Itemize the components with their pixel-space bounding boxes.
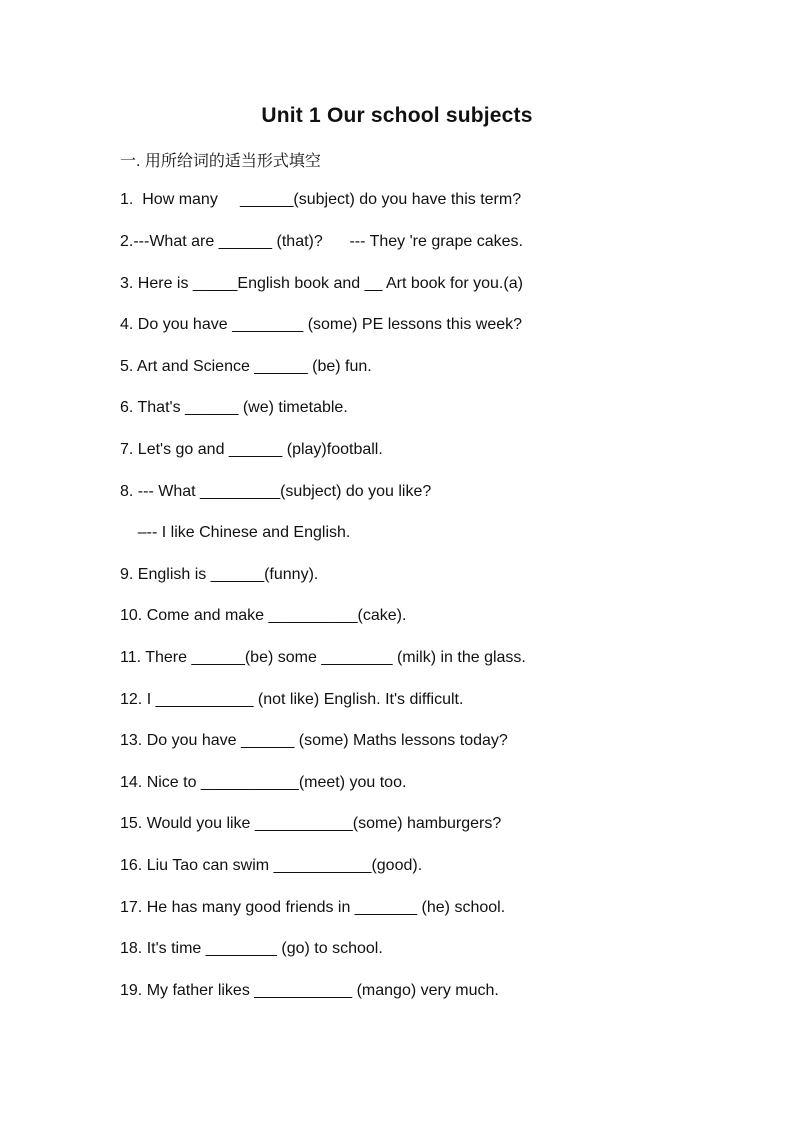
question-10: 10. Come and make __________(cake). [120,607,407,624]
question-3: 3. Here is _____English book and __ Art book for you.(a) [120,275,523,292]
question-4: 4. Do you have ________ (some) PE lessons this week? [120,316,523,333]
question-8-answer: –-- I like Chinese and English. [120,524,351,541]
question-1: 1. How many ______(subject) do you have this term? [120,191,522,208]
question-2: 2.---What are ______ (that)? --- They 're grape cakes. [120,233,523,250]
question-8: 8. --- What _________(subject) do you like? [120,483,432,500]
question-19: 19. My father likes ___________ (mango) very much. [120,982,499,999]
question-12: 12. I ___________ (not like) English. It's difficult. [120,691,464,708]
question-14: 14. Nice to ___________(meet) you too. [120,774,407,791]
section-heading: 一. 用所给词的适当形式填空 [120,153,321,170]
question-6: 6. That's ______ (we) timetable. [120,399,348,416]
question-11: 11. There ______(be) some ________ (milk) in the glass. [120,649,526,666]
question-13: 13. Do you have ______ (some) Maths lessons today? [120,732,508,749]
question-5: 5. Art and Science ______ (be) fun. [120,358,372,375]
question-16: 16. Liu Tao can swim ___________(good). [120,857,423,874]
question-18: 18. It's time ________ (go) to school. [120,940,383,957]
question-9: 9. English is ______(funny). [120,566,319,583]
question-15: 15. Would you like ___________(some) hamburgers? [120,815,502,832]
question-7: 7. Let's go and ______ (play)football. [120,441,383,458]
question-17: 17. He has many good friends in _______ (he) school. [120,899,506,916]
page-title: Unit 1 Our school subjects [261,104,533,127]
